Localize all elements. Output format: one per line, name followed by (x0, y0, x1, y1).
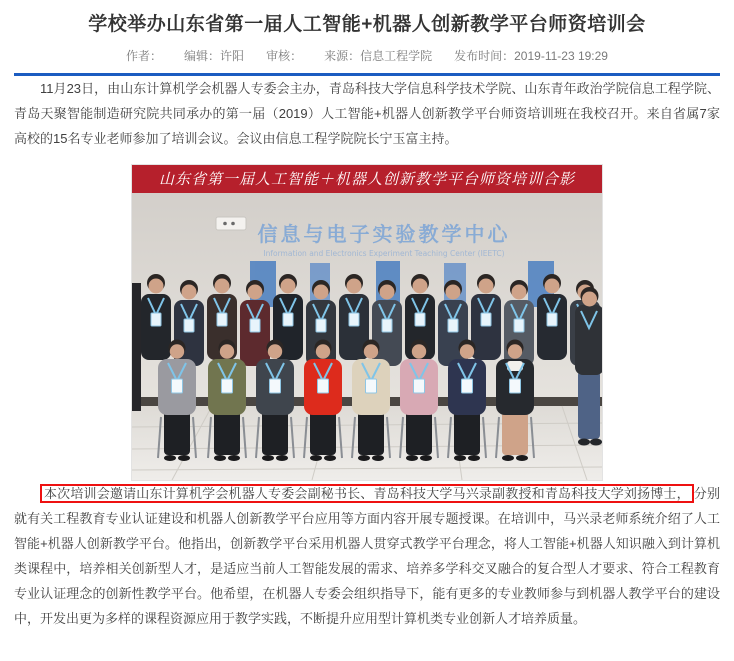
article-meta (0, 47, 734, 64)
meta-editor-value: 许阳 (220, 49, 245, 63)
wall-outlet (216, 217, 246, 230)
paragraph-2-rest: 分别就有关工程教育专业认证建设和机器人创新教学平台应用等方面内容开展专题授课。在培训中，马兴录老师系统介绍了人工智能+机器人创新教学平台。他指出，创新教学平台采用机器人贯穿式教学平台理念，将人工智能+机器人知识融入到计算机类课程中，培养相关创新型人才，是适应当前人工智能发展的需求、培养多学科交叉融合的复合型人才要求、符合工程教育专业认证理念的创新性教学平台。他希望，在机器人专委会组织指导下，能有更多的专业教师参与到机器人教学平台的建设中，开发出更为多样的课程资源应用于教学实践，不断提升应用型计算机类专业创新人才培养质量。 (14, 486, 720, 626)
wall-sign-chinese: 信息与电子实验教学中心 (257, 222, 511, 246)
paragraph-2 (14, 481, 720, 631)
photo-left-dark-edge (132, 283, 141, 411)
meta-editor-label: 编辑： (184, 49, 221, 63)
meta-author (126, 47, 162, 64)
meta-publish-time (454, 47, 608, 64)
photo-banner-text: 山东省第一届人工智能＋机器人创新教学平台师资培训合影 (158, 170, 576, 188)
article-header (0, 0, 734, 76)
person-right-edge (575, 287, 603, 446)
meta-source-label: 来源： (324, 49, 361, 63)
meta-reviewer-label: 审核： (266, 49, 303, 63)
meta-publish-label: 发布时间： (454, 49, 515, 63)
meta-author-label: 作者： (126, 49, 163, 63)
meta-publish-value: 2019-11-23 19:29 (514, 49, 608, 63)
wall-sign-english: Information and Electronics Experiment Teaching Center (IEETC) (263, 249, 505, 258)
meta-source (324, 47, 432, 64)
highlighted-sentence: 本次培训会邀请山东计算机学会机器人专委会副秘书长、青岛科技大学马兴录副教授和青岛科技大学刘扬博士， (40, 484, 694, 503)
group-photo (131, 164, 603, 481)
article-body (14, 76, 720, 631)
group-photo-image (131, 164, 603, 481)
page-title: 学校举办山东省第一届人工智能+机器人创新教学平台师资培训会 (88, 14, 646, 35)
meta-source-value: 信息工程学院 (360, 49, 433, 63)
meta-editor (184, 47, 244, 64)
paragraph-1: 11月23日，由山东计算机学会机器人专委会主办，青岛科技大学信息科学技术学院、山东青年政治学院信息工程学院、青岛天聚智能制造研究院共同承办的第一届（2019）人工智能+机器人创新教学平台师资培训班在我校召开。来自省属7家高校的15名专业老师参加了培训会议。会议由信息工程学院院长宁玉富主持。 (14, 81, 720, 146)
meta-reviewer (266, 47, 302, 64)
